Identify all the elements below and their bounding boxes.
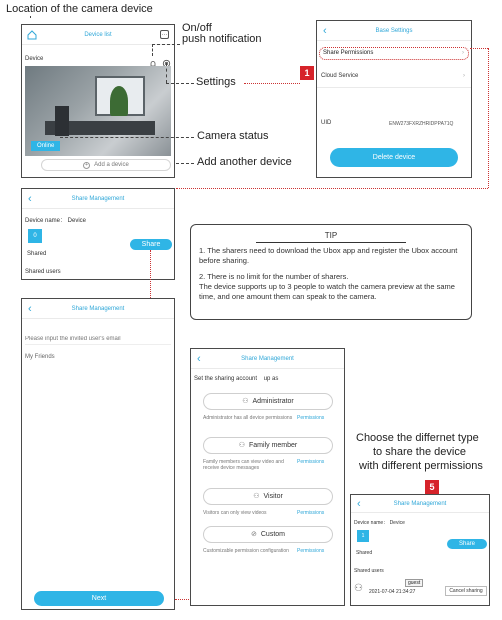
- invite-screen: [21, 298, 175, 610]
- base-settings-header: [317, 21, 471, 41]
- back-icon-3[interactable]: ‹: [28, 303, 32, 315]
- menu-icon[interactable]: …: [161, 31, 168, 37]
- device-name-1: Device name： Device: [25, 218, 87, 224]
- admin-user-icon: ⚇: [242, 398, 249, 405]
- camera-preview[interactable]: [25, 66, 171, 156]
- administrator-permissions-link[interactable]: Permissions: [297, 415, 325, 421]
- tip-rule: [256, 242, 406, 243]
- tip-box: [190, 224, 472, 320]
- uid-label: UID: [321, 120, 332, 126]
- preview-chair: [55, 106, 69, 136]
- device-list-title: Device list: [84, 32, 112, 38]
- step-1: 1: [300, 66, 314, 80]
- share-permissions-label: Share Permissions: [323, 50, 374, 56]
- preview-plant: [110, 86, 128, 116]
- next-button[interactable]: Next: [34, 591, 164, 606]
- delete-device-button[interactable]: Delete device: [330, 148, 458, 167]
- cloud-service-row[interactable]: [321, 73, 467, 79]
- connector-1-2-v: [488, 48, 489, 188]
- invite-email-input[interactable]: [25, 333, 171, 345]
- device-list-screen: [21, 18, 175, 178]
- sharing-account-title: Share Management: [241, 356, 294, 362]
- callout-onoff-2: push notification: [182, 33, 262, 45]
- settings-to-step1: [244, 83, 300, 84]
- my-friends-label: My Friends: [25, 354, 55, 360]
- callout-camera-status: Camera status: [197, 130, 269, 142]
- add-device-button[interactable]: [41, 159, 171, 171]
- callout-add-device: Add another device: [197, 156, 292, 168]
- visitor-label: Visitor: [263, 493, 283, 500]
- home-icon[interactable]: [27, 29, 37, 39]
- share-to-step3: [150, 250, 151, 302]
- share-management-screen-2: [350, 494, 490, 606]
- step-5: 5: [425, 480, 439, 494]
- bell-icon[interactable]: [149, 55, 157, 63]
- share-permissions-row[interactable]: [319, 47, 469, 60]
- user-avatar-icon: ⚇: [354, 583, 363, 594]
- share-management-header-2: [351, 495, 489, 513]
- back-icon[interactable]: ‹: [323, 25, 327, 37]
- family-user-icon: ⚇: [238, 442, 246, 449]
- device-name-2: Device name： Device: [354, 520, 405, 526]
- invite-title: Share Management: [71, 306, 125, 312]
- user-date: 2021-07-04 21:34:27: [369, 589, 416, 595]
- visitor-option[interactable]: [203, 488, 333, 505]
- share-management-screen-1: [21, 188, 175, 280]
- base-settings-screen: [316, 20, 472, 178]
- administrator-label: Administrator: [252, 398, 294, 405]
- invite-header: [22, 299, 174, 319]
- callout-choose-2: to share the device: [373, 446, 466, 458]
- custom-option[interactable]: [203, 526, 333, 543]
- callout-choose-1: Choose the differnet type: [356, 432, 479, 444]
- visitor-permissions-link[interactable]: Permissions: [297, 510, 325, 516]
- custom-permissions-link[interactable]: Permissions: [297, 548, 325, 554]
- callout-location: Location of the camera device: [6, 3, 153, 15]
- onoff-line: [152, 44, 153, 56]
- administrator-option[interactable]: [203, 393, 333, 410]
- add-line: [176, 163, 194, 164]
- custom-settings-icon: ⊘: [251, 531, 257, 538]
- share-button-2[interactable]: Share: [447, 539, 487, 549]
- connector-1-2-top: [470, 48, 488, 49]
- device-label: Device: [25, 56, 44, 62]
- connector-1-2-h: [176, 188, 488, 189]
- status-line: [60, 137, 194, 138]
- back-icon-2[interactable]: ‹: [28, 193, 32, 205]
- tip-title: TIP: [324, 231, 338, 240]
- sharing-account-prompt: Set the sharing account up as: [194, 376, 279, 382]
- custom-desc: Customizable permission configuration: [203, 548, 289, 554]
- tip-p2-line2: The device supports up to 3 people to watch the camera preview at the same time, and one amount them can speak to the camera.: [199, 282, 455, 301]
- visitor-desc: Visitors can only view videos: [203, 510, 267, 516]
- share-management-title-1: Share Management: [71, 196, 125, 202]
- settings-line-h: [166, 83, 194, 84]
- chevron-right-icon-2: ›: [463, 73, 465, 79]
- share-button-1[interactable]: Share: [130, 239, 172, 250]
- plus-icon: +: [83, 162, 90, 169]
- back-icon-5[interactable]: ‹: [357, 498, 361, 510]
- shared-count-badge-1: 0: [28, 229, 42, 243]
- user-tag: guest: [405, 579, 423, 587]
- shared-label-1: Shared: [27, 251, 47, 257]
- sharing-account-screen: [190, 348, 345, 606]
- share-management-title-2: Share Management: [393, 501, 447, 507]
- status-badge: Online: [31, 141, 60, 151]
- tip-p1: 1. The sharers need to download the Ubox app and register the Ubox account before sharing.: [199, 246, 458, 265]
- visitor-user-icon: ⚇: [253, 493, 260, 500]
- chevron-right-icon: ›: [462, 50, 464, 56]
- family-member-desc: Family members can view video and receive device messages: [203, 459, 284, 471]
- shared-count-badge-2: 1: [357, 530, 369, 542]
- base-settings-title: Base Settings: [375, 28, 413, 34]
- family-member-label: Family member: [249, 442, 298, 449]
- tip-p2-line1: 2. There is no limit for the number of sharers.: [199, 272, 349, 281]
- custom-label: Custom: [260, 531, 285, 538]
- family-member-permissions-link[interactable]: Permissions: [297, 459, 325, 465]
- share-management-header-1: [22, 189, 174, 209]
- sharing-account-header: [191, 349, 344, 369]
- divider: [317, 87, 471, 88]
- add-device-label: Add a device: [94, 162, 129, 168]
- cancel-sharing-button[interactable]: Cancel sharing: [445, 586, 487, 596]
- cloud-service-label: Cloud Service: [321, 73, 359, 79]
- callout-settings: Settings: [196, 76, 236, 88]
- callout-choose-3: with different permissions: [359, 460, 483, 472]
- callout-onoff-1: On/off: [182, 22, 212, 34]
- settings-line-v: [166, 63, 167, 83]
- onoff-line-h: [152, 44, 180, 45]
- back-icon-4[interactable]: ‹: [197, 353, 201, 365]
- family-member-option[interactable]: [203, 437, 333, 454]
- shared-users-label-1: Shared users: [25, 269, 61, 275]
- device-list-header: [22, 25, 174, 45]
- shared-users-label-2: Shared users: [354, 568, 384, 574]
- administrator-desc: Administrator has all device permissions: [203, 415, 293, 421]
- shared-label-2: Shared: [356, 550, 373, 556]
- uid-value: ENW273FXRZHRIDPPA71Q: [389, 121, 454, 127]
